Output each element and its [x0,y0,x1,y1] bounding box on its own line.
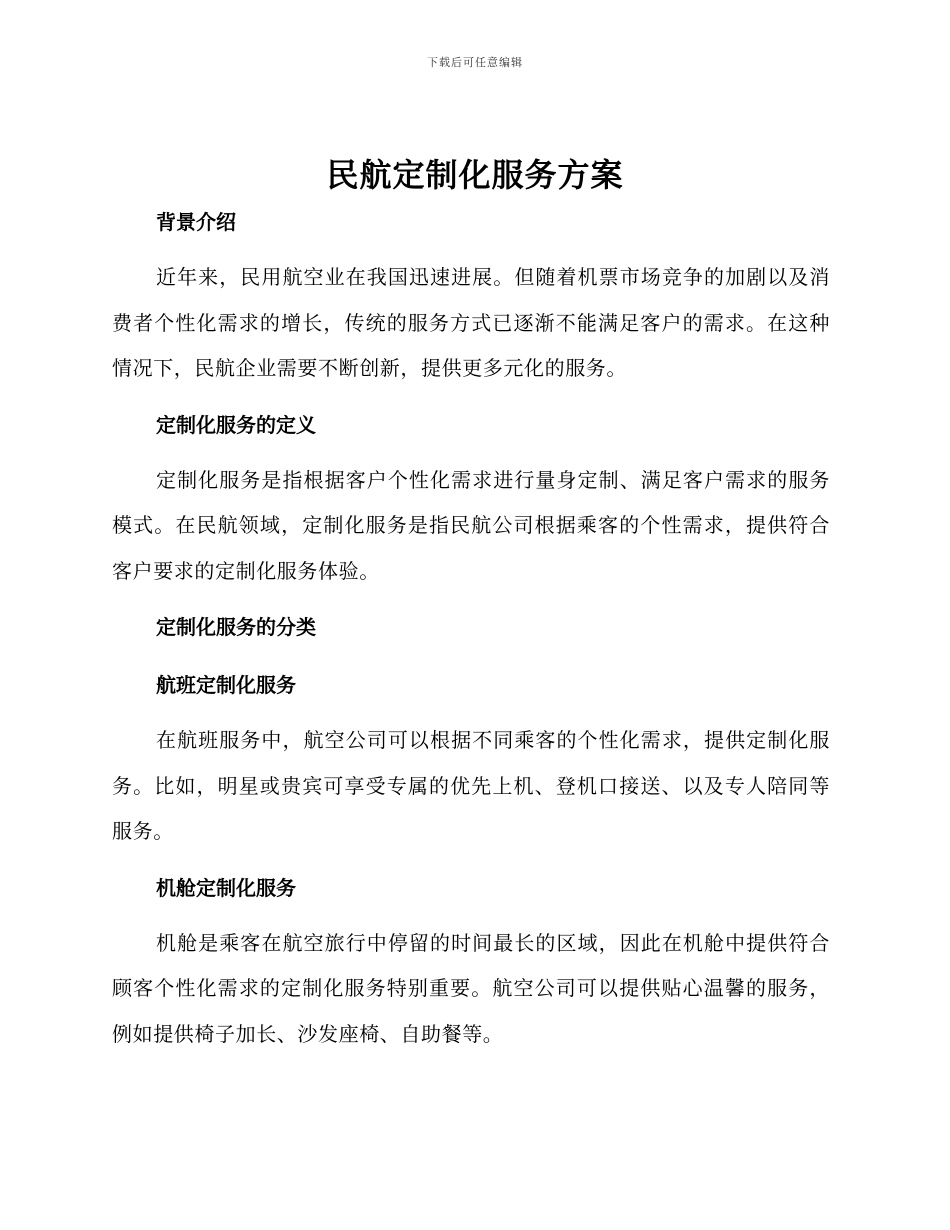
section-paragraph-cabin-service: 机舱是乘客在航空旅行中停留的时间最长的区域，因此在机舱中提供符合顾客个性化需求的定制化服务特别重要。航空公司可以提供贴心温馨的服务，例如提供椅子加长、沙发座椅、自助餐等。 [112,930,830,1046]
section-heading-definition: 定制化服务的定义 [156,412,316,437]
page-header-note: 下载后可任意编辑 [427,56,523,69]
document-title: 民航定制化服务方案 [326,156,624,194]
section-paragraph-flight-service: 在航班服务中，航空公司可以根据不同乘客的个性化需求，提供定制化服务。比如，明星或贵宾可享受专属的优先上机、登机口接送、以及专人陪同等服务。 [112,728,830,843]
section-heading-background: 背景介绍 [156,210,236,234]
section-heading-classification: 定制化服务的分类 [156,615,316,639]
section-heading-cabin-service: 机舱定制化服务 [156,875,296,900]
section-heading-flight-service: 航班定制化服务 [156,673,296,697]
document-body [112,203,830,1057]
section-paragraph-definition: 定制化服务是指根据客户个性化需求进行量身定制、满足客户需求的服务模式。在民航领域，定制化服务是指民航公司根据乘客的个性需求，提供符合客户要求的定制化服务体验。 [112,467,830,583]
section-paragraph-background: 近年来，民用航空业在我国迅速进展。但随着机票市场竞争的加剧以及消费者个性化需求的增长，传统的服务方式已逐渐不能满足客户的需求。在这种情况下，民航企业需要不断创新，提供更多元化的服务。 [112,265,830,380]
